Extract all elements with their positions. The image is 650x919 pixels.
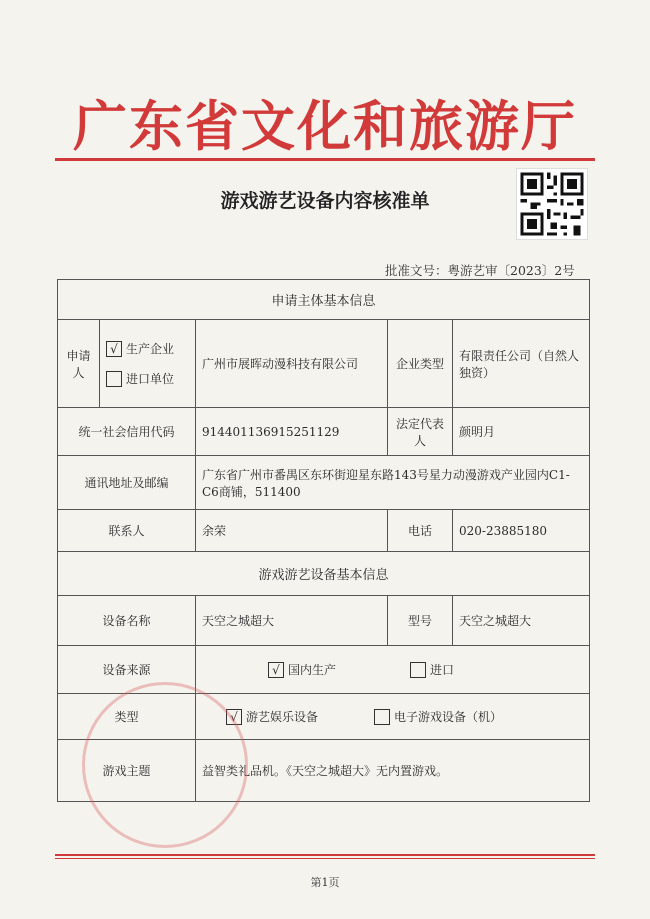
option-importer[interactable] — [106, 369, 189, 389]
amusement-checkbox[interactable]: √ — [226, 709, 242, 725]
credit-code-value: 914401136915251129 — [196, 408, 388, 456]
device-name-label: 设备名称 — [58, 596, 196, 646]
import-checkbox[interactable] — [410, 662, 426, 678]
model-label: 型号 — [388, 596, 453, 646]
source-label: 设备来源 — [58, 646, 196, 694]
option-import[interactable] — [410, 661, 454, 678]
domestic-label: 国内生产 — [288, 663, 337, 677]
manufacturer-label: 生产企业 — [126, 342, 175, 356]
applicant-options — [100, 320, 196, 408]
device-name-value: 天空之城超大 — [196, 596, 388, 646]
address-value: 广东省广州市番禺区东环街迎星东路143号星力动漫游戏产业园内C1-C6商铺，511400 — [196, 456, 590, 510]
importer-checkbox[interactable] — [106, 371, 122, 387]
model-value: 天空之城超大 — [453, 596, 590, 646]
company-name: 广州市展晖动漫科技有限公司 — [196, 320, 388, 408]
electronic-checkbox[interactable] — [374, 709, 390, 725]
option-amusement[interactable] — [226, 708, 318, 725]
footer-red-rule-top — [55, 854, 595, 856]
device-section-heading: 游戏游艺设备基本信息 — [58, 552, 590, 596]
phone-label: 电话 — [388, 510, 453, 552]
applicant-section-heading: 申请主体基本信息 — [58, 280, 590, 320]
type-options — [196, 694, 590, 740]
page-number: 第1页 — [310, 876, 340, 889]
header-red-rule — [55, 158, 595, 161]
manufacturer-checkbox[interactable]: √ — [106, 341, 122, 357]
domestic-checkbox[interactable]: √ — [268, 662, 284, 678]
company-type-label: 企业类型 — [388, 320, 453, 408]
type-label: 类型 — [58, 694, 196, 740]
contact-value: 余荣 — [196, 510, 388, 552]
theme-label: 游戏主题 — [58, 740, 196, 802]
applicant-label: 申请人 — [58, 320, 100, 408]
import-label: 进口 — [430, 663, 455, 677]
address-label: 通讯地址及邮编 — [58, 456, 196, 510]
legal-rep-value: 颜明月 — [453, 408, 590, 456]
option-electronic[interactable] — [374, 708, 502, 725]
agency-header: 广东省文化和旅游厅 — [73, 94, 577, 158]
qr-code — [516, 168, 588, 240]
electronic-label: 电子游戏设备（机） — [394, 710, 503, 724]
importer-label: 进口单位 — [126, 372, 175, 386]
theme-value: 益智类礼品机。《天空之城超大》无内置游戏。 — [196, 740, 590, 802]
document-title: 游戏游艺设备内容核准单 — [220, 190, 430, 212]
phone-value: 020-23885180 — [453, 510, 590, 552]
source-options — [196, 646, 590, 694]
contact-label: 联系人 — [58, 510, 196, 552]
company-type-value: 有限责任公司（自然人独资） — [453, 320, 590, 408]
approval-form-table — [57, 279, 590, 802]
legal-rep-label: 法定代表人 — [388, 408, 453, 456]
footer-red-rule-bottom — [55, 858, 595, 859]
amusement-label: 游艺娱乐设备 — [246, 710, 319, 724]
approval-number: 批准文号：粤游艺审〔2023〕2号 — [385, 263, 575, 278]
option-manufacturer[interactable] — [106, 339, 189, 359]
credit-code-label: 统一社会信用代码 — [58, 408, 196, 456]
option-domestic[interactable] — [268, 661, 336, 678]
